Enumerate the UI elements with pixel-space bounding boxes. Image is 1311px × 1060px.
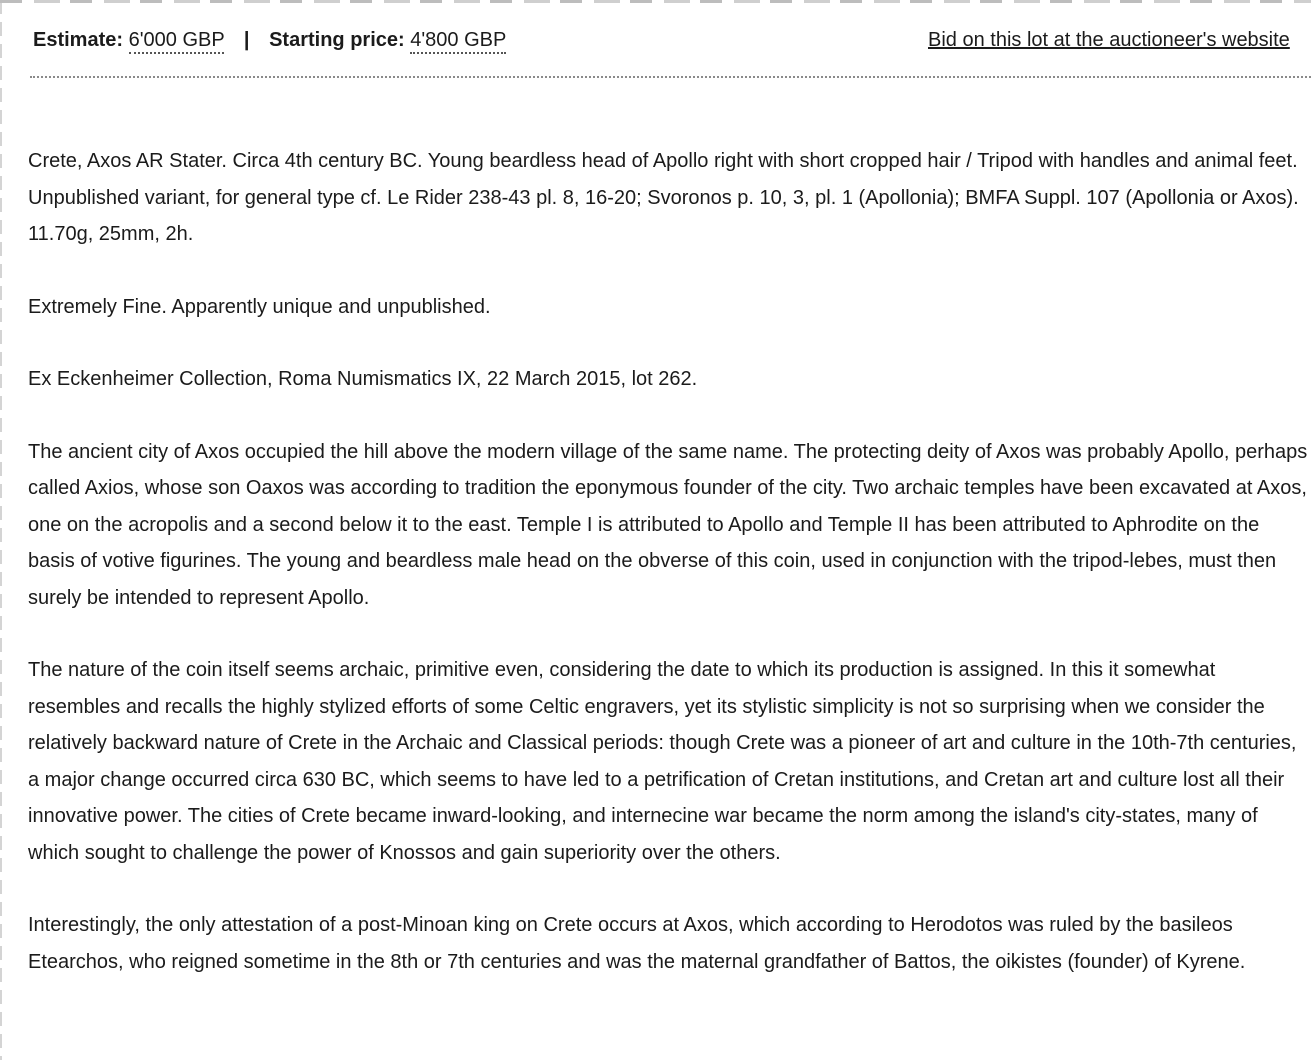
description-paragraph: Crete, Axos AR Stater. Circa 4th century BC. Young beardless head of Apollo right with short cropped hair / Tripod with handles and animal feet. Unpublished variant, for general type cf. Le Rider 238-43 pl. 8, 16-20; Svoronos p. 10, 3, pl. 1 (Apollonia); BMFA Suppl. 107 (Apollonia or Axos). 11.70g, 25mm, 2h. bbox=[28, 150, 1299, 245]
price-separator: | bbox=[243, 29, 250, 51]
header-divider bbox=[30, 76, 1311, 78]
price-info-row bbox=[33, 26, 506, 54]
lot-header bbox=[0, 0, 1311, 90]
page-left-edge bbox=[0, 0, 2, 1060]
starting-price-value[interactable]: 4'800 GBP bbox=[410, 29, 506, 54]
description-paragraph: Interestingly, the only attestation of a post-Minoan king on Crete occurs at Axos, which according to Herodotos was ruled by the basileos Etearchos, who reigned sometime in the 8th or 7th centuries and was the maternal grandfather of Battos, the oikistes (founder) of Kyrene. bbox=[28, 914, 1246, 973]
estimate-value[interactable]: 6'000 GBP bbox=[129, 29, 225, 54]
starting-price-label: Starting price: bbox=[269, 29, 405, 51]
lot-description bbox=[28, 143, 1308, 1016]
description-paragraph: Extremely Fine. Apparently unique and unpublished. bbox=[28, 295, 491, 318]
estimate-label: Estimate: bbox=[33, 29, 124, 51]
top-edge-divider bbox=[0, 0, 1311, 3]
description-paragraph: Ex Eckenheimer Collection, Roma Numismatics IX, 22 March 2015, lot 262. bbox=[28, 368, 698, 390]
description-paragraph: The ancient city of Axos occupied the hill above the modern village of the same name. The protecting deity of Axos was probably Apollo, perhaps called Axios, whose son Oaxos was according to tradition the eponymous founder of the city. Two archaic temples have been excavated at Axos, one on the acropolis and a second below it to the east. Temple I is attributed to Apollo and Temple II has been attributed to Aphrodite on the basis of votive figurines. The young and beardless male head on the obverse of this coin, used in conjunction with the tripod-lebes, must then surely be intended to represent Apollo. bbox=[28, 440, 1308, 609]
description-paragraph: The nature of the coin itself seems archaic, primitive even, considering the date to which its production is assigned. In this it somewhat resembles and recalls the highly stylized efforts of some Celtic engravers, yet its stylistic simplicity is not so surprising when we consider the relatively backward nature of Crete in the Archaic and Classical periods: though Crete was a pioneer of art and culture in the 10th-7th centuries, a major change occurred circa 630 BC, which seems to have led to a petrification of Cretan institutions, and Cretan art and culture lost all their innovative power. The cities of Crete became inward-looking, and internecine war became the norm among the island's city-states, many of which sought to challenge the power of Knossos and gain superiority over the others. bbox=[28, 659, 1297, 864]
bid-on-auctioneer-link[interactable]: Bid on this lot at the auctioneer's website bbox=[928, 29, 1290, 51]
